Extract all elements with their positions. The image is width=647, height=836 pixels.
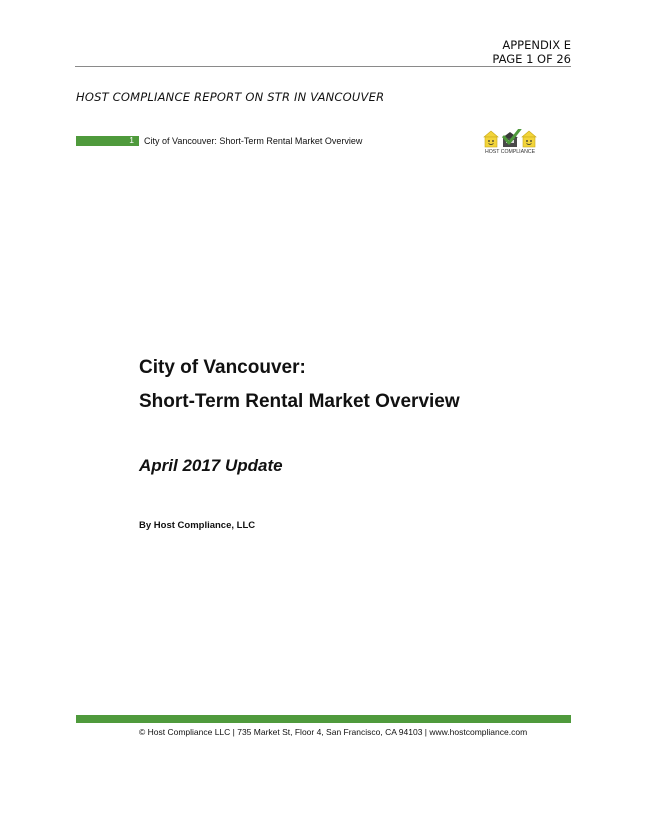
section-title: City of Vancouver: Short-Term Rental Market Overview <box>144 136 363 146</box>
houses-checkmark-icon <box>480 129 540 149</box>
cover-title-line-1: City of Vancouver: <box>139 357 306 378</box>
section-number: 1 <box>129 135 134 145</box>
footer-text: © Host Compliance LLC | 735 Market St, Floor 4, San Francisco, CA 94103 | www.hostcompliance.com <box>139 727 528 737</box>
appendix-header <box>492 38 571 66</box>
cover-title-line-2: Short-Term Rental Market Overview <box>139 391 460 412</box>
logo-text: HOST COMPLIANCE <box>484 149 536 155</box>
appendix-label: APPENDIX E <box>502 38 571 52</box>
section-number-bar <box>76 136 139 146</box>
host-compliance-logo <box>480 129 540 159</box>
cover-subtitle: April 2017 Update <box>139 456 283 475</box>
header-divider <box>75 66 571 67</box>
footer-bar <box>76 715 571 723</box>
page-number-label: PAGE 1 OF 26 <box>492 52 571 66</box>
report-title: HOST COMPLIANCE REPORT ON STR IN VANCOUVER <box>76 90 385 104</box>
cover-author: By Host Compliance, LLC <box>139 520 256 531</box>
